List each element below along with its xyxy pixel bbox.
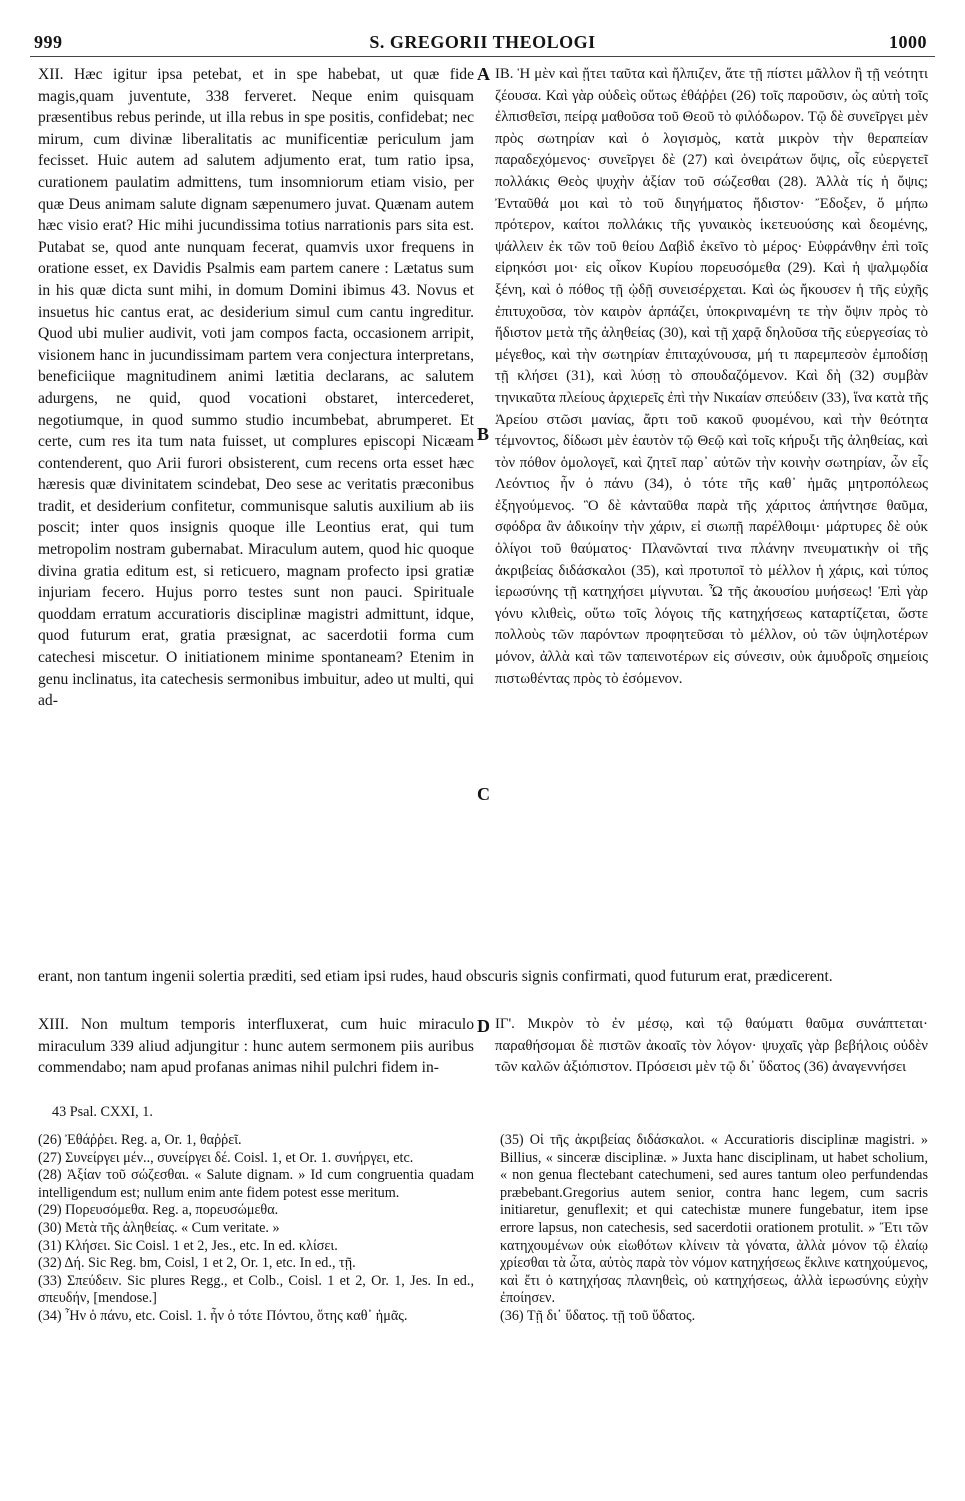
footnote-34: (34) Ἦν ὁ πάνυ, etc. Coisl. 1. ἦν ὁ τότε Πόντου, ὅτης καθ᾽ ἡμᾶς.: [38, 1307, 408, 1324]
scripture-reference: 43 Psal. CXXI, 1.: [52, 1104, 153, 1120]
footnote-30: (30) Μετὰ τῆς ἀληθείας. « Cum veritate. »: [38, 1219, 280, 1236]
greek-paragraph-ib: IB. Ἡ μὲν καὶ ᾔτει ταῦτα καὶ ἤλπιζεν, ἅτε τῇ πίστει μᾶλλον ἢ τῇ νεότητι ζέουσα. Καὶ γὰρ οὐδεὶς οὕτως ἐθάῤῥει (26) τοῖς παροῦσιν, ὡς αὐτὴ τοῖς ἐλπισθεῖσι, πείρᾳ μαθοῦσα τοῦ Θεοῦ τὸ φιλόδωρον. Τῷ δὲ συνεῖργει μὲν πρὸς σωτηρίαν καὶ ὁ λογισμὸς, κατὰ μικρὸν τὴν θεραπείαν παραδεχόμενος· συνεῖργει δὲ (27) καὶ ὀνειράτων ὄψις, οἷς εὐεργετεῖ πολλάκις Θεὸς ψυχὴν ἀξίαν τοῦ σώζεσθαι (28). Ἀλλὰ τίς ἡ ὄψις; Ἐνταῦθά μοι καὶ τὸ τοῦ διηγήματος ἥδιστον· Ἔδοξεν, ὅ μήπω πρότερον, καίτοι πολλάκις τῆς γυναικὸς ἱκετευούσης καὶ δεομένης, ψάλλειν ἐκ τῶν τοῦ θείου Δαβὶδ ἐκεῖνο τὸ μέρος· Εὐφράνθην ἐπὶ τοῖς εἰρηκόσι μοι· εἰς οἶκον Κυρίου πορευσόμεθα (29). Καὶ ἡ ψαλμῳδία ξένη, καὶ ὁ πόθος τῇ ᾠδῇ συνεισέρχεται. Καὶ ὡς ἤκουσεν ἡ τῆς εὐχῆς ἐπιτυχοῦσα, τὸν καιρὸν ἁρπάζει, ὑποκριναμένη τε τὴν ὄψιν πρὸς τὸ ἥδιστον μετὰ τῆς ἀληθείας (30), καὶ τῇ χαρᾷ δηλοῦσα τῆς εὐεργεσίας τὸ μέγεθος, καὶ τὴν σωτηρίαν ἐπιταχύνουσα, μή τι παρεμπεσὸν ἐμποδίσῃ τῇ κλήσει (31), καὶ λύσῃ τὸ σπουδαζόμενον. Καὶ δὴ (32) συμβὰν τηνικαῦτα πλείους ἀρχιερεῖς ἐπὶ τὴν Νικαίαν σπεύδειν (33), ἵνα κατὰ τῆς Ἀρείου στῶσι μανίας, ἄρτι τοῦ κακοῦ φυομένου, καὶ τὴν θεότητα τέμνοντος, δίδωσι μὲν ἑαυτὸν τῷ Θεῷ καὶ τοῖς κήρυξι τῆς ἀληθείας, καὶ τὸν πόθον ὁμολογεῖ, καὶ ζητεῖ παρ᾽ αὐτῶν τὴν κοινὴν σωτηρίαν, ὧν εἷς Λεόντιος ἦν ὁ πάνυ (34), ὁ τότε τῆς καθ᾽ ἡμᾶς μητροπόλεως ἐξηγούμενος. Ὃ δὲ κἀνταῦθα παρὰ τῆς χάριτος ἀπήντησε θαῦμα, σφόδρα ἂν ἀδικοίην τὴν χάριν, εἰ σιωπῇ παρέλθοιμι· μάρτυρες δὲ οὐκ ὀλίγοι τοῦ θαύματος· Πλανῶνταί τινα πλάνην πνευματικὴν οἱ τῆς ἀκριβείας διδάσκαλοι (35), καὶ προτυποῖ τὸ μέλλον ἡ χάρις, καὶ τύπος ἱερωσύνης τῇ κατηχήσει μίγνυται. Ὦ τῆς ἀκουσίου μυήσεως! Ἐπὶ γὰρ γόνυ κλιθεὶς, οὕτω τοῖς λόγοις τῆς κατηχήσεως καταρτίζεται, ὥστε πολλοὺς τῶν παρόντων προφητεῦσαι τὸ μέλλον, οὐ τῶν ὑψηλοτέρων μόνον, ἀλλὰ καὶ τῶν ταπεινοτέρων εἰς σύνεσιν, οὐκ ἀμυδροῖς σημείοις πιστωθέντας πρὸς τὸ ἐσόμενον.: [495, 66, 928, 687]
margin-marker-d: D: [477, 1016, 490, 1036]
footnotes-left: [38, 1132, 474, 1326]
footnote-32: (32) Δή. Sic Reg. bm, Coisl, 1 et 2, Or. 1, etc. In ed., τῇ.: [38, 1255, 356, 1272]
greek-column: [495, 64, 928, 690]
margin-marker-b: B: [477, 424, 490, 444]
footnote-33: (33) Σπεύδειν. Sic plures Regg., et Colb., Coisl. 1 et 2, Or. 1, Jes. In ed., σπευδήν, [mendose.]: [38, 1272, 474, 1307]
latin-paragraph-xiii: XIII. Non multum temporis interfluxerat, cum huic miraculo miraculum 339 aliud adjungitur : hunc autem sermonem piis auribus commendabo; nam apud profanas animas nihil pulchri fidem in-: [38, 1016, 474, 1077]
latin-paragraph-xii: XII. Hæc igitur ipsa petebat, et in spe habebat, ut quæ fide magis,quam juventute, 338 ferveret. Neque enim quisquam præsentibus rebus perinde, ut illa rebus in spe positis, confidebat; nec mirum, cum divinæ liberalitatis ac munificentiæ periculum jam fecisset. Huic autem ad salutem adjumento erat, tum ratio ipsa, curationem paulatim admittens, tum insomniorum etiam visio, per quæ Deus animam salute dignam sæpenumero juvat. Quænam autem hæc visio erat? Hic mihi jucundissima totius narrationis pars sita est. Putabat se, quod ante nunquam fecerat, quamvis uxor frequens in oratione esset, ex Davidis Psalmis eam partem canere : Lætatus sum in his quæ dicta sunt mihi, in domum Domini ibimus 43. Novus et insuetus hic cantus erat, ac desiderium simul cum cantu ingreditur. Quod ubi mulier audivit, voti jam compos facta, occasionem arripit, visionem hanc in jucundissimam partem vera conjectura interpretans, beneficiique magnitudinem animi lætitia declarans, ac salutem adurgens, ne quid, quod vocationi obstaret, intercederet, negotiumque, in quod summo studio incumbebat, abrumperet. Et certe, cum res ita tum nata fuisset, ut complures episcopi Nicæam contenderent, quo Arii furori obsisterent, cum recens orta esset hæc hæresis quæ divinitatem scindebat, Deo sese ac veritatis præconibus tradit, et desiderium confitetur, communisque salutis auxilium ab iis poscit; inter quos insignis quoque ille Leontius erat, qui tum metropolim nostram gubernabat. Miraculum autem, quod hic quoque divina gratia editum est, si reticuero, magnam profecto ipsi gratiæ injuriam fecero. Hujus porro testes sunt non pauci. Spirituale quoddam erratum accuratioris disciplinæ magistri admittunt, idque, quod futurum erat, gratia præsignat, ac sacerdotii forma cum catechesi miscetur. O initiationem minime spontaneam? Etenim in genu inclinatus, ita catechesis sermonibus imbuitur, adeo ut multi, qui ad-: [38, 66, 474, 710]
footnote-35: (35) Οἱ τῆς ἀκριβείας διδάσκαλοι. « Accuratioris disciplinæ magistri. » Billius, « sinceræ disciplinæ. » Juxta hanc disciplinam, ut habet scholium, « non genua flectebant catechumeni, sed aures tantum oleo perfundendas præbebant.Gregorius autem senior, contra hanc legem, cum sacris initiaretur, genuflexit; et qui catechistæ munere fungebatur, item ipse errore lapsus, non catechesis, sed sacerdotii orationem protulit. » Ἔτι τῶν κατηχουμένων οὐκ εἰωθότων κλίνειν τὰ γόνατα, ἀλλὰ μόνον τῷ ἐλαίῳ χρίεσθαι τὰ ὦτα, αὐτὸς παρὰ τὸν νόμον κατηχήσεως ἔκλινε κατηχούμενος, καὶ ἔτι ὁ κατηχήσας πλανηθεὶς, οὐ κατηχήσεως, ἀλλὰ ἱερωσύνης εὐχὴν ἐποίησεν.: [500, 1132, 928, 1307]
left-page-number: 999: [34, 32, 63, 52]
full-width-line: erant, non tantum ingenii solertia præditi, sed etiam ipsi rudes, haud obscuris signis confirmati, quod futurum erat, prædicerent.: [38, 968, 833, 985]
right-page-number: 1000: [889, 32, 927, 52]
footnotes-right: [500, 1132, 928, 1326]
footnote-26: (26) Ἐθάῤῥει. Reg. a, Or. 1, θαῤῥεῖ.: [38, 1132, 242, 1148]
latin-column: [38, 64, 474, 712]
header-rule: [30, 56, 935, 57]
footnote-36: (36) Τῇ δι᾽ ὕδατος. τῇ τοῦ ὕδατος.: [500, 1307, 696, 1324]
footnote-29: (29) Πορευσόμεθα. Reg. a, πορευσώμεθα.: [38, 1202, 279, 1219]
margin-marker-a: A: [477, 64, 490, 84]
page-header: [30, 32, 935, 56]
margin-marker-c: C: [477, 784, 490, 804]
footnote-27: (27) Συνείργει μέν.., συνείργει δέ. Coisl. 1, et Or. 1. συνήργει, etc.: [38, 1149, 414, 1166]
footnote-31: (31) Κλήσει. Sic Coisl. 1 et 2, Jes., etc. In ed. κλίσει.: [38, 1237, 338, 1254]
footnote-28: (28) Ἀξίαν τοῦ σώζεσθαι. « Salute dignam. » Id cum congruentia quadam intelligendum est; nullum enim ante fidem potest esse meritum.: [38, 1167, 474, 1201]
greek-paragraph-ig: IΓ'. Μικρὸν τὸ ἐν μέσῳ, καὶ τῷ θαύματι θαῦμα συνάπτεται· παραθήσομαι δὲ πιστῶν ἀκοαῖς τὸν λόγον· ψυχαῖς γὰρ βεβήλοις οὐδὲν τῶν καλῶν ἀξιόπιστον. Πρόσεισι μὲν τῷ δι᾽ ὕδατος (36) ἀναγεννήσει: [495, 1016, 928, 1076]
running-title: S. GREGORII THEOLOGI: [369, 32, 596, 52]
